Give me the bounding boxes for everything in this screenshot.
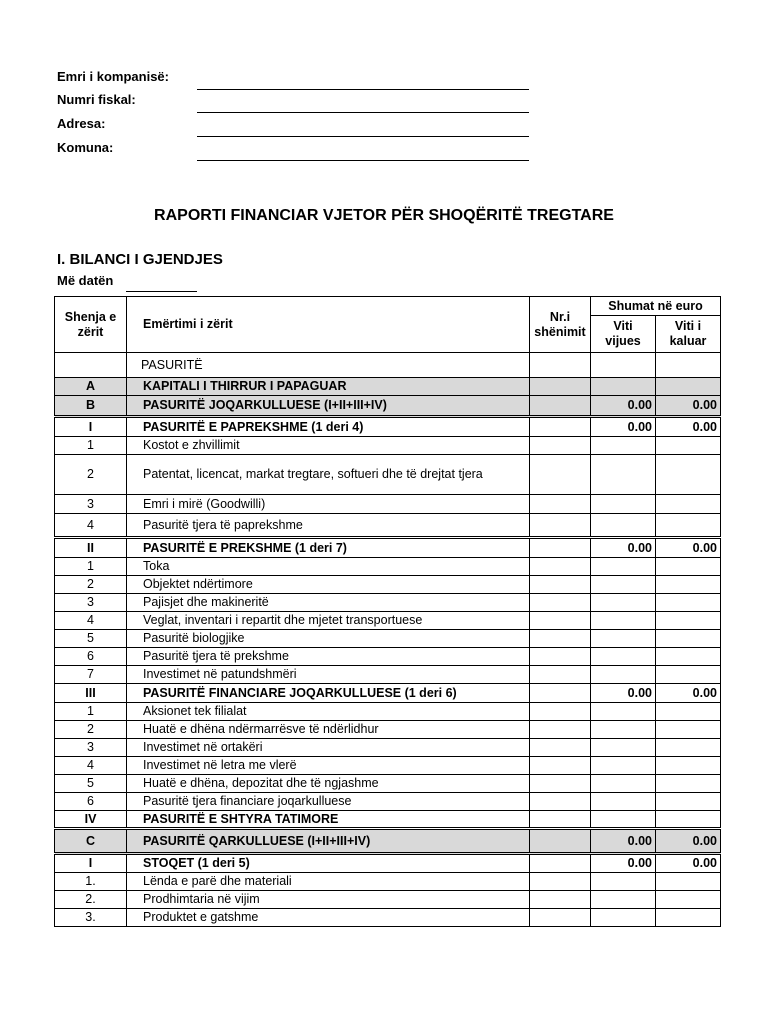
municipality-field[interactable] xyxy=(197,160,529,161)
row-name: Investimet në ortakëri xyxy=(127,739,530,757)
row-previous-amount[interactable] xyxy=(656,873,721,891)
row-code: 3 xyxy=(55,594,127,612)
row-code: 3 xyxy=(55,739,127,757)
row-name: Pasuritë tjera financiare joqarkulluese xyxy=(127,793,530,811)
row-code: 1 xyxy=(55,558,127,576)
table-row xyxy=(55,455,721,495)
row-current-amount[interactable] xyxy=(591,495,656,514)
row-name: Kostot e zhvillimit xyxy=(127,437,530,455)
row-note-cell[interactable] xyxy=(530,703,591,721)
row-name: Pasuritë tjera të prekshme xyxy=(127,648,530,666)
row-previous-amount[interactable]: 0.00 xyxy=(656,417,721,437)
row-previous-amount[interactable] xyxy=(656,437,721,455)
row-note-cell[interactable] xyxy=(530,495,591,514)
row-current-amount[interactable] xyxy=(591,811,656,829)
row-current-amount[interactable] xyxy=(591,455,656,495)
table-row xyxy=(55,612,721,630)
table-row xyxy=(55,909,721,927)
row-previous-amount[interactable]: 0.00 xyxy=(656,829,721,854)
row-current-amount[interactable] xyxy=(591,378,656,396)
row-code: 1 xyxy=(55,437,127,455)
row-name: Veglat, inventari i repartit dhe mjetet transportuese xyxy=(127,612,530,630)
row-previous-amount[interactable] xyxy=(656,630,721,648)
row-note-cell[interactable] xyxy=(530,909,591,927)
row-note-cell[interactable] xyxy=(530,684,591,703)
row-name: PASURITË FINANCIARE JOQARKULLUESE (1 deri 6) xyxy=(127,684,530,703)
table-row xyxy=(55,437,721,455)
row-previous-amount[interactable] xyxy=(656,793,721,811)
row-previous-amount[interactable] xyxy=(656,353,721,378)
row-note-cell[interactable] xyxy=(530,396,591,417)
row-code: 4 xyxy=(55,514,127,538)
row-name: Pasuritë tjera të paprekshme xyxy=(127,514,530,538)
row-note-cell[interactable] xyxy=(530,793,591,811)
row-note-cell[interactable] xyxy=(530,353,591,378)
header-previous-year: Viti i kaluar xyxy=(656,316,721,353)
table-row xyxy=(55,684,721,703)
row-note-cell[interactable] xyxy=(530,648,591,666)
company-name-field[interactable] xyxy=(197,89,529,90)
row-previous-amount[interactable] xyxy=(656,909,721,927)
row-current-amount[interactable] xyxy=(591,666,656,684)
row-note-cell[interactable] xyxy=(530,455,591,495)
row-code: 4 xyxy=(55,612,127,630)
row-code: 1 xyxy=(55,703,127,721)
row-note-cell[interactable] xyxy=(530,854,591,873)
table-row xyxy=(55,630,721,648)
table-row xyxy=(55,739,721,757)
row-code: 1. xyxy=(55,873,127,891)
table-row xyxy=(55,576,721,594)
row-previous-amount[interactable] xyxy=(656,891,721,909)
row-name: STOQET (1 deri 5) xyxy=(127,854,530,873)
table-row xyxy=(55,703,721,721)
row-note-cell[interactable] xyxy=(530,378,591,396)
row-current-amount[interactable] xyxy=(591,558,656,576)
row-current-amount[interactable] xyxy=(591,703,656,721)
table-row xyxy=(55,514,721,538)
table-row xyxy=(55,873,721,891)
row-current-amount[interactable] xyxy=(591,353,656,378)
row-name: PASURITË JOQARKULLUESE (I+II+III+IV) xyxy=(127,396,530,417)
table-row xyxy=(55,757,721,775)
header-amounts: Shumat në euro xyxy=(591,297,721,316)
row-code: C xyxy=(55,829,127,854)
row-previous-amount[interactable] xyxy=(656,378,721,396)
company-name-label: Emri i kompanisë: xyxy=(57,69,169,84)
row-current-amount[interactable] xyxy=(591,757,656,775)
row-current-amount[interactable] xyxy=(591,721,656,739)
table-row xyxy=(55,829,721,854)
row-previous-amount[interactable] xyxy=(656,739,721,757)
table-row xyxy=(55,648,721,666)
row-name: PASURITË E PREKSHME (1 deri 7) xyxy=(127,538,530,558)
row-current-amount[interactable]: 0.00 xyxy=(591,538,656,558)
row-previous-amount[interactable] xyxy=(656,703,721,721)
table-row xyxy=(55,378,721,396)
row-code: III xyxy=(55,684,127,703)
row-note-cell[interactable] xyxy=(530,558,591,576)
row-note-cell[interactable] xyxy=(530,594,591,612)
row-code xyxy=(55,353,127,378)
row-name: PASURITË xyxy=(127,353,530,378)
table-row xyxy=(55,558,721,576)
row-note-cell[interactable] xyxy=(530,612,591,630)
row-code: 5 xyxy=(55,775,127,793)
row-previous-amount[interactable] xyxy=(656,612,721,630)
row-current-amount[interactable] xyxy=(591,437,656,455)
row-name: Prodhimtaria në vijim xyxy=(127,891,530,909)
row-current-amount[interactable]: 0.00 xyxy=(591,417,656,437)
row-previous-amount[interactable]: 0.00 xyxy=(656,684,721,703)
row-previous-amount[interactable]: 0.00 xyxy=(656,538,721,558)
row-current-amount[interactable] xyxy=(591,793,656,811)
row-current-amount[interactable] xyxy=(591,909,656,927)
row-previous-amount[interactable] xyxy=(656,495,721,514)
row-previous-amount[interactable] xyxy=(656,811,721,829)
row-code: I xyxy=(55,854,127,873)
row-note-cell[interactable] xyxy=(530,757,591,775)
report-title: RAPORTI FINANCIAR VJETOR PËR SHOQËRITË TREGTARE xyxy=(154,207,614,224)
row-name: Huatë e dhëna, depozitat dhe të ngjashme xyxy=(127,775,530,793)
row-previous-amount[interactable] xyxy=(656,757,721,775)
row-name: Investimet në patundshmëri xyxy=(127,666,530,684)
row-note-cell[interactable] xyxy=(530,666,591,684)
row-code: 2 xyxy=(55,721,127,739)
row-name: Toka xyxy=(127,558,530,576)
row-code: IV xyxy=(55,811,127,829)
row-current-amount[interactable] xyxy=(591,576,656,594)
row-current-amount[interactable]: 0.00 xyxy=(591,854,656,873)
table-row xyxy=(55,538,721,558)
row-previous-amount[interactable]: 0.00 xyxy=(656,854,721,873)
table-row xyxy=(55,396,721,417)
row-note-cell[interactable] xyxy=(530,417,591,437)
row-current-amount[interactable] xyxy=(591,775,656,793)
row-previous-amount[interactable] xyxy=(656,666,721,684)
row-code: 7 xyxy=(55,666,127,684)
row-name: Huatë e dhëna ndërmarrësve të ndërlidhur xyxy=(127,721,530,739)
row-previous-amount[interactable] xyxy=(656,648,721,666)
table-row xyxy=(55,891,721,909)
header-name: Emërtimi i zërit xyxy=(127,297,530,353)
row-code: 6 xyxy=(55,793,127,811)
row-name: Investimet në letra me vlerë xyxy=(127,757,530,775)
row-previous-amount[interactable] xyxy=(656,721,721,739)
row-name: Pajisjet dhe makineritë xyxy=(127,594,530,612)
row-code: 3. xyxy=(55,909,127,927)
section-title: I. BILANCI I GJENDJES xyxy=(57,251,223,268)
row-current-amount[interactable]: 0.00 xyxy=(591,396,656,417)
row-previous-amount[interactable] xyxy=(656,775,721,793)
row-current-amount[interactable] xyxy=(591,648,656,666)
table-row xyxy=(55,775,721,793)
row-name: KAPITALI I THIRRUR I PAPAGUAR xyxy=(127,378,530,396)
row-note-cell[interactable] xyxy=(530,514,591,538)
row-name: Objektet ndërtimore xyxy=(127,576,530,594)
row-current-amount[interactable] xyxy=(591,873,656,891)
row-note-cell[interactable] xyxy=(530,630,591,648)
row-note-cell[interactable] xyxy=(530,437,591,455)
table-row xyxy=(55,495,721,514)
row-name: Lënda e parë dhe materiali xyxy=(127,873,530,891)
row-code: A xyxy=(55,378,127,396)
table-row xyxy=(55,353,721,378)
table-row xyxy=(55,811,721,829)
row-name: Emri i mirë (Goodwilli) xyxy=(127,495,530,514)
row-code: 6 xyxy=(55,648,127,666)
row-current-amount[interactable]: 0.00 xyxy=(591,829,656,854)
row-note-cell[interactable] xyxy=(530,721,591,739)
row-note-cell[interactable] xyxy=(530,891,591,909)
row-name: PASURITË E SHTYRA TATIMORE xyxy=(127,811,530,829)
row-note-cell[interactable] xyxy=(530,873,591,891)
row-current-amount[interactable]: 0.00 xyxy=(591,684,656,703)
row-code: 2 xyxy=(55,455,127,495)
row-name: Produktet e gatshme xyxy=(127,909,530,927)
date-label: Më datën xyxy=(57,273,114,288)
row-current-amount[interactable] xyxy=(591,612,656,630)
table-row xyxy=(55,793,721,811)
municipality-label: Komuna: xyxy=(57,140,114,155)
row-previous-amount[interactable] xyxy=(656,514,721,538)
address-field[interactable] xyxy=(197,136,529,137)
row-note-cell[interactable] xyxy=(530,538,591,558)
row-name: Aksionet tek filialat xyxy=(127,703,530,721)
table-row xyxy=(55,594,721,612)
table-row xyxy=(55,417,721,437)
row-code: I xyxy=(55,417,127,437)
row-code: 3 xyxy=(55,495,127,514)
row-note-cell[interactable] xyxy=(530,775,591,793)
row-note-cell[interactable] xyxy=(530,811,591,829)
balance-sheet-table xyxy=(54,296,721,927)
row-previous-amount[interactable] xyxy=(656,455,721,495)
row-previous-amount[interactable]: 0.00 xyxy=(656,396,721,417)
row-code: 5 xyxy=(55,630,127,648)
header-note: Nr.i shënimit xyxy=(530,297,591,353)
row-current-amount[interactable] xyxy=(591,739,656,757)
row-name: PASURITË E PAPREKSHME (1 deri 4) xyxy=(127,417,530,437)
table-row xyxy=(55,854,721,873)
row-name: Pasuritë biologjike xyxy=(127,630,530,648)
address-label: Adresa: xyxy=(57,116,106,131)
table-row xyxy=(55,721,721,739)
row-previous-amount[interactable] xyxy=(656,594,721,612)
row-previous-amount[interactable] xyxy=(656,576,721,594)
row-name: Patentat, licencat, markat tregtare, softueri dhe të drejtat tjera xyxy=(127,455,530,495)
row-name: PASURITË QARKULLUESE (I+II+III+IV) xyxy=(127,829,530,854)
row-current-amount[interactable] xyxy=(591,891,656,909)
row-note-cell[interactable] xyxy=(530,576,591,594)
row-note-cell[interactable] xyxy=(530,739,591,757)
row-code: 2 xyxy=(55,576,127,594)
row-code: 4 xyxy=(55,757,127,775)
date-field[interactable] xyxy=(126,291,197,292)
row-code: B xyxy=(55,396,127,417)
fiscal-number-label: Numri fiskal: xyxy=(57,92,136,107)
header-current-year: Viti vijues xyxy=(591,316,656,353)
row-current-amount[interactable] xyxy=(591,514,656,538)
fiscal-number-field[interactable] xyxy=(197,112,529,113)
row-code: 2. xyxy=(55,891,127,909)
row-current-amount[interactable] xyxy=(591,594,656,612)
row-code: II xyxy=(55,538,127,558)
table-row xyxy=(55,666,721,684)
row-current-amount[interactable] xyxy=(591,630,656,648)
row-note-cell[interactable] xyxy=(530,829,591,854)
header-code: Shenja e zërit xyxy=(55,297,127,353)
row-previous-amount[interactable] xyxy=(656,558,721,576)
